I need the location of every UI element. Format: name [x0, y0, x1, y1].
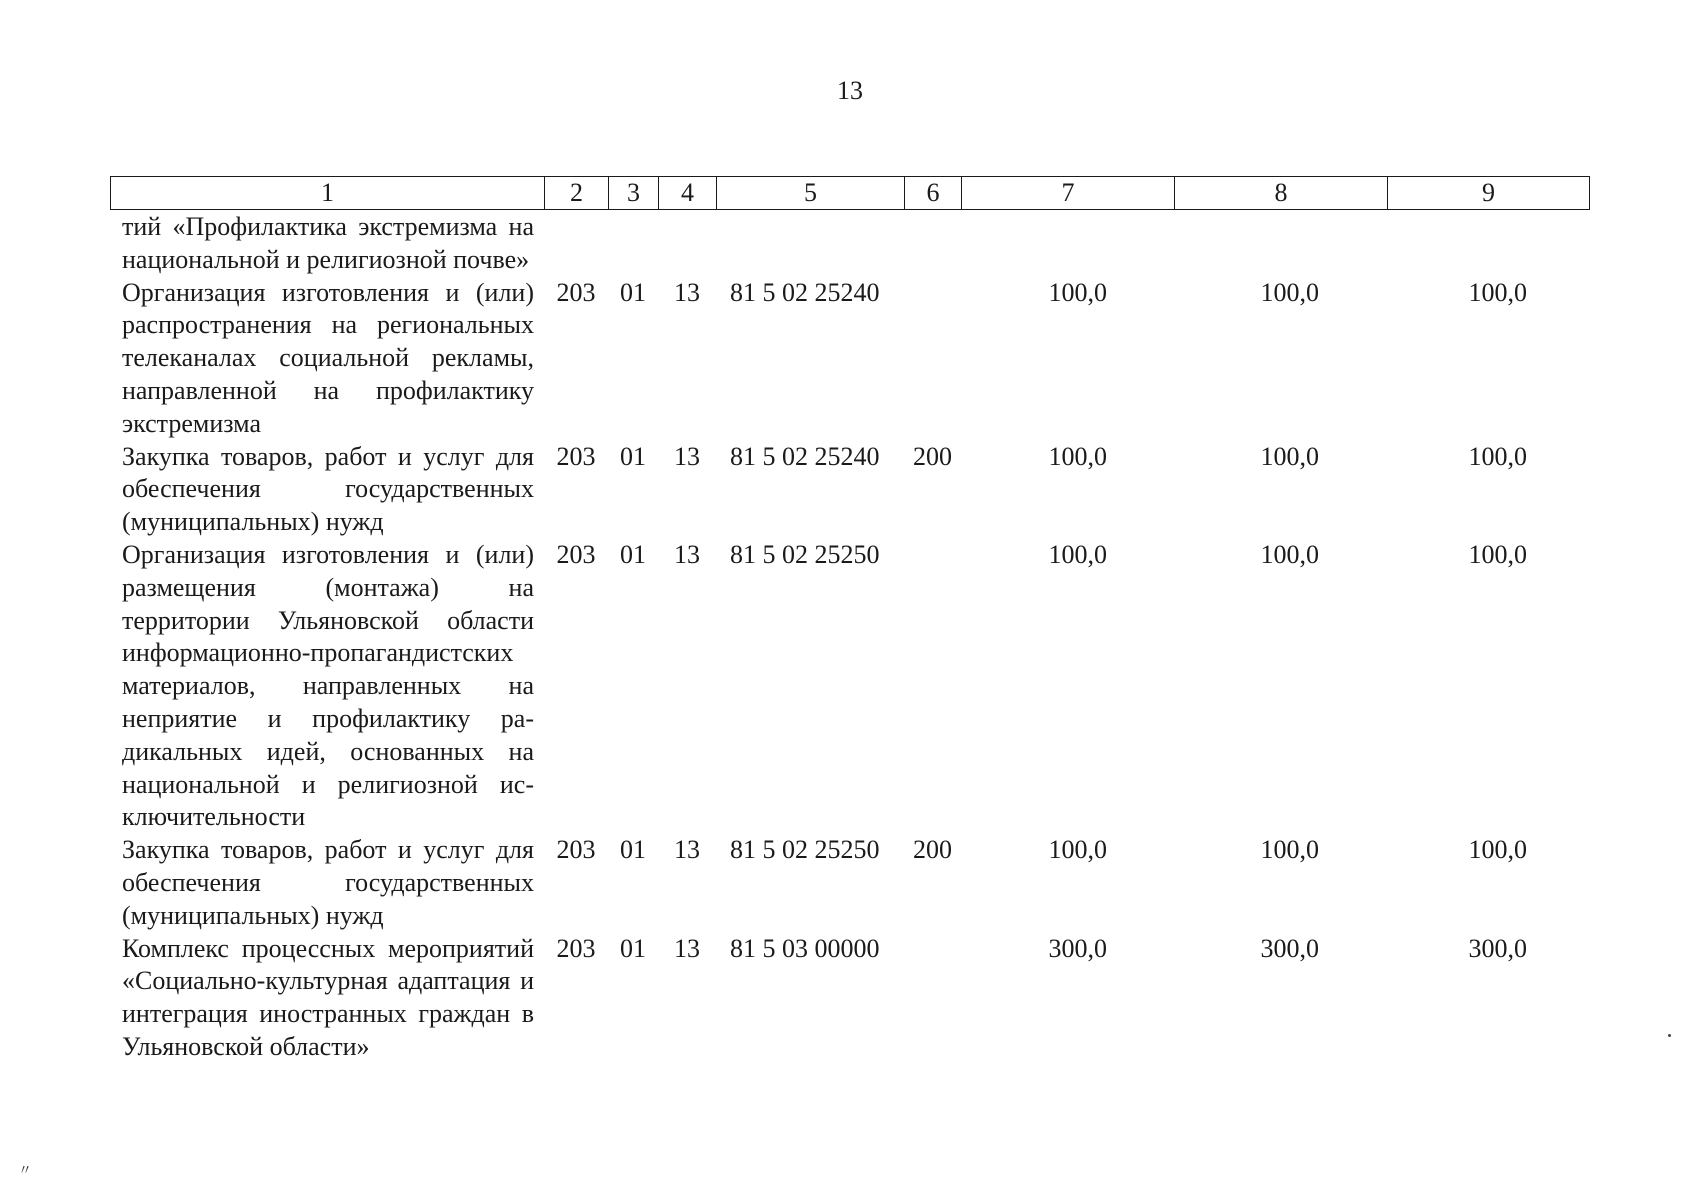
- table-row: [110, 277, 1589, 441]
- row-col-5: 81 5 02 25240: [730, 277, 880, 307]
- row-col-6: [904, 539, 961, 834]
- row-description: Комплекс процессных мероприятий «Социально-культурная адаптация и интеграция иностранных граждан в Ульяновской области»: [122, 933, 534, 1061]
- table-row: [110, 539, 1589, 834]
- row-col-9: [1387, 211, 1589, 277]
- row-col-7: 100,0: [1048, 539, 1107, 569]
- row-col-3: 01: [620, 277, 646, 307]
- row-col-6: 200: [913, 835, 952, 865]
- row-col-6: [904, 211, 961, 277]
- row-col-7: [961, 211, 1174, 277]
- row-col-8: 100,0: [1260, 441, 1319, 471]
- row-col-7: 300,0: [1048, 933, 1107, 963]
- row-col-8: [1174, 211, 1387, 277]
- row-col-7: 100,0: [1048, 441, 1107, 471]
- row-col-2: 203: [556, 539, 596, 569]
- row-col-9: 100,0: [1468, 441, 1527, 471]
- row-col-2: 203: [556, 933, 596, 963]
- row-col-5: 81 5 03 00000: [730, 933, 880, 963]
- row-description: тий «Профилактика экстремизма на национальной и религиозной почве»: [122, 212, 534, 274]
- row-col-8: 100,0: [1260, 539, 1319, 569]
- row-col-9: 100,0: [1468, 835, 1527, 865]
- row-col-8: 100,0: [1260, 277, 1319, 307]
- row-col-3: 01: [620, 441, 646, 471]
- budget-table: [110, 211, 1589, 1064]
- row-col-3: 01: [620, 835, 646, 865]
- row-col-6: [904, 933, 961, 1064]
- row-col-3: 01: [620, 539, 646, 569]
- scan-mark: 〃: [18, 1164, 32, 1179]
- header-cell-4: 4: [659, 177, 717, 210]
- header-cell-7: 7: [962, 177, 1175, 210]
- header-cell-2: 2: [545, 177, 609, 210]
- header-cell-1: 1: [111, 177, 545, 210]
- row-description: Закупка товаров, работ и услуг для обеспечения государственных (муниципальных) нужд: [122, 441, 534, 537]
- row-col-5: 81 5 02 25240: [730, 441, 880, 471]
- scan-dot: [1668, 1034, 1671, 1037]
- row-description: Организация изготовления и (или) распространения на региональных телеканалах социальной рекламы, направленной на профилактику экстремизма: [122, 277, 534, 438]
- header-cell-6: 6: [905, 177, 962, 210]
- row-col-5: 81 5 02 25250: [730, 835, 880, 865]
- row-col-9: 100,0: [1468, 277, 1527, 307]
- table-row: [110, 441, 1589, 539]
- column-number-header: [110, 176, 1590, 210]
- row-col-5: [716, 211, 904, 277]
- table-row: [110, 933, 1589, 1064]
- header-cell-3: 3: [609, 177, 659, 210]
- row-col-2: 203: [556, 441, 596, 471]
- row-col-5: 81 5 02 25250: [730, 539, 880, 569]
- header-cell-9: 9: [1388, 177, 1590, 210]
- row-col-2: 203: [556, 277, 596, 307]
- table-row: [110, 834, 1589, 932]
- row-col-4: [658, 211, 716, 277]
- row-col-3: 01: [620, 933, 646, 963]
- row-col-4: 13: [674, 933, 700, 963]
- row-col-8: 300,0: [1260, 933, 1319, 963]
- row-col-7: 100,0: [1048, 277, 1107, 307]
- row-col-7: 100,0: [1048, 835, 1107, 865]
- row-description: Закупка товаров, работ и услуг для обеспечения государственных (муниципальных) нужд: [122, 835, 534, 930]
- header-cell-5: 5: [717, 177, 905, 210]
- header-cell-8: 8: [1175, 177, 1388, 210]
- row-col-4: 13: [674, 441, 700, 471]
- row-col-2: 203: [556, 835, 596, 865]
- row-col-9: 100,0: [1468, 539, 1527, 569]
- page-number: 13: [837, 76, 863, 105]
- row-col-4: 13: [674, 835, 700, 865]
- row-col-3: [608, 211, 658, 277]
- row-col-4: 13: [674, 539, 700, 569]
- table-row: [110, 211, 1589, 277]
- row-col-9: 300,0: [1468, 933, 1527, 963]
- row-col-4: 13: [674, 277, 700, 307]
- row-col-2: [544, 211, 608, 277]
- header-row: [111, 177, 1590, 210]
- row-col-8: 100,0: [1260, 835, 1319, 865]
- row-description: Организация изготовления и (или) размещения (монтажа) на территории Ульяновской области информационно-пропагандистских материалов, направленных на неприятие и профилактику радикальных идей, основанных на национальной и религиозной исключительности: [122, 539, 534, 832]
- row-col-6: 200: [913, 441, 952, 471]
- row-col-6: [904, 277, 961, 441]
